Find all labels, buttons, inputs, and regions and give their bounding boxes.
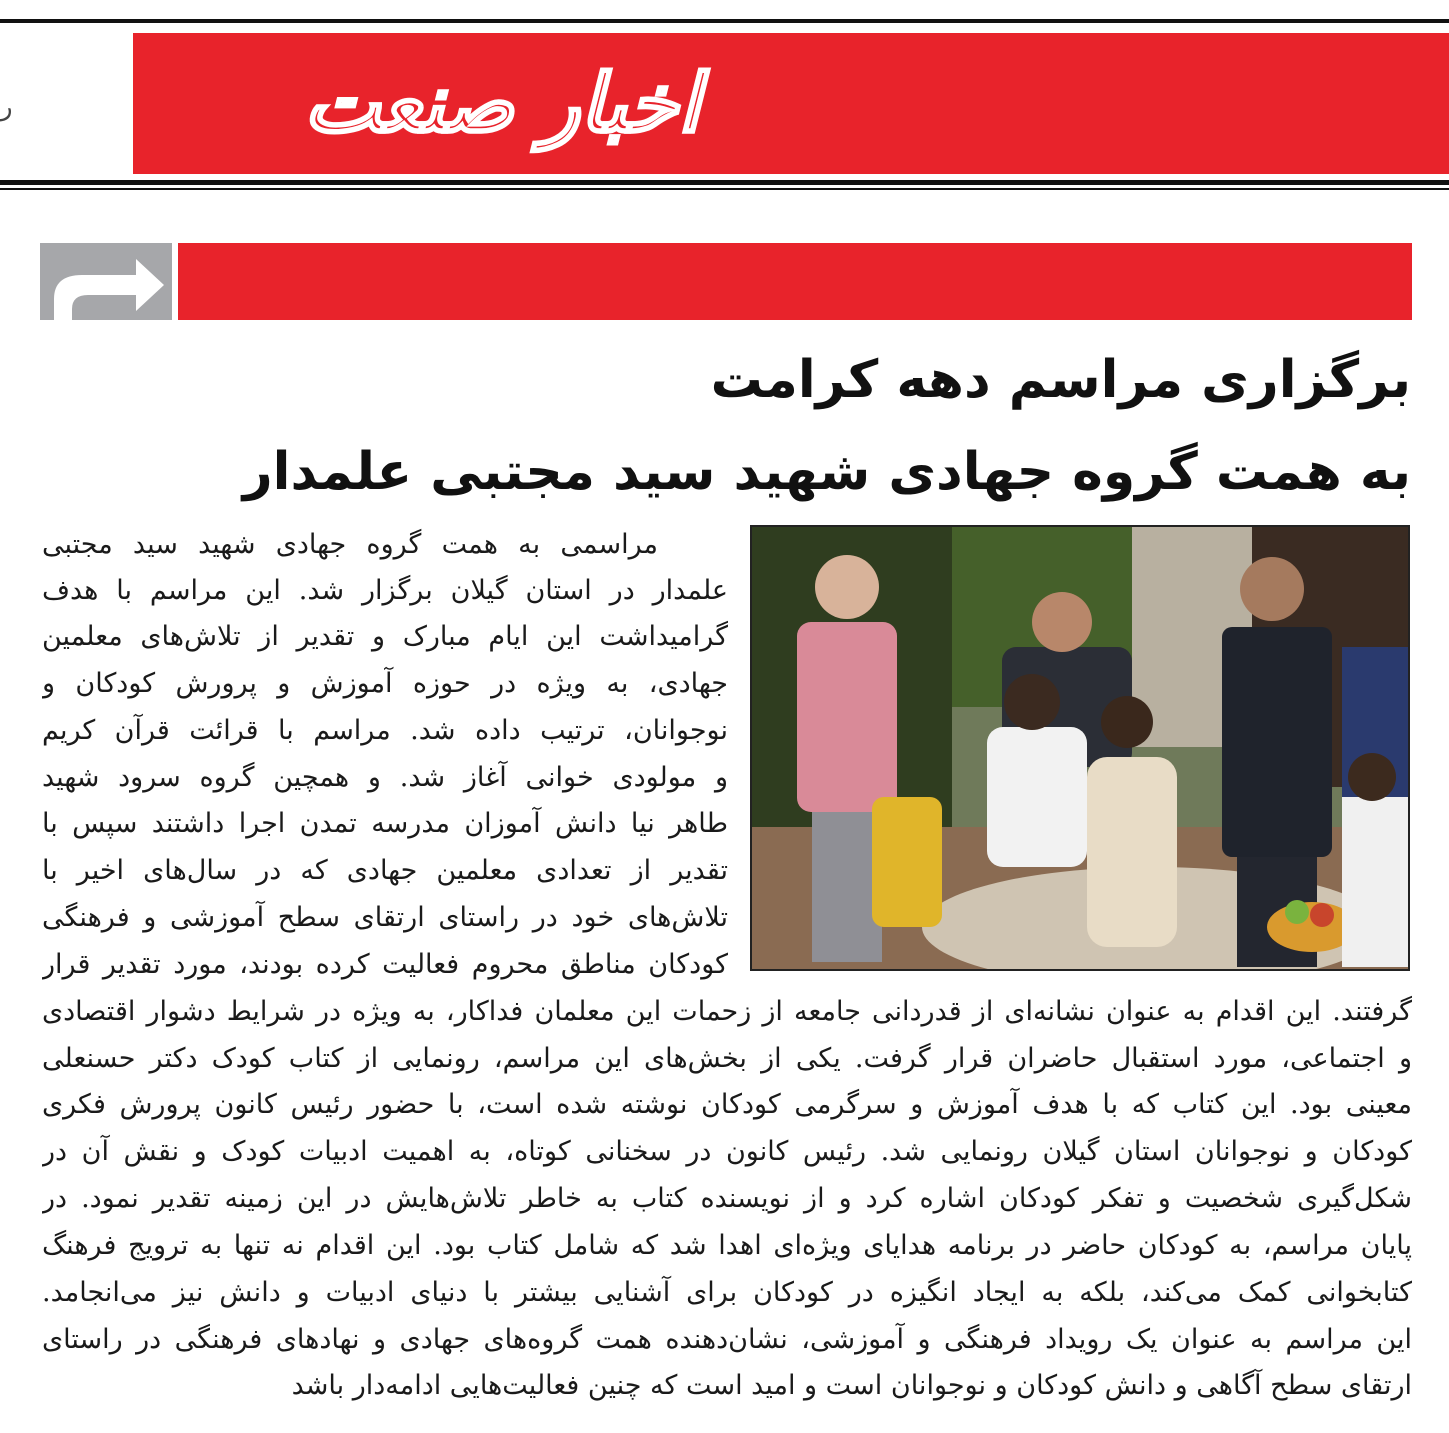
body-line: طاهر نیا دانش آموزان مدرسه تمدن اجرا داشتند سپس با <box>42 808 728 839</box>
body-line: کودکان مناطق محروم فعالیت کرده بودند، مورد تقدیر قرار <box>42 949 728 980</box>
body-line: کودکان و نوجوانان استان گیلان رونمایی شد. رئیس کانون در سخنانی کوتاه، به اهمیت ادبیات کودک و نقش آن در <box>42 1136 1412 1167</box>
body-line: معینی بود. این کتاب که با هدف آموزش و سرگرمی کودکان نوشته شده است، با حضور رئیس کانون پرورش فکری <box>42 1089 1412 1120</box>
body-line: نوجوانان، ترتیب داده شد. مراسم با قرائت قرآن کریم <box>42 715 728 746</box>
body-line: گرفتند. این اقدام به عنوان نشانه‌ای از قدردانی جامعه از زحمات این معلمان فداکار، به ویژه در شرایط دشوار اقتصادی <box>42 996 1412 1027</box>
body-line: پایان مراسم، به کودکان حاضر در برنامه هدایای ویژه‌ای اهدا شد که شامل کتاب بود. این اقدام نه تنها به ترویج فرهنگ <box>42 1230 1412 1261</box>
masthead-rule-thin <box>0 188 1449 190</box>
body-line: و مولودی خوانی آغاز شد. و همچین گروه سرود شهید <box>42 762 728 793</box>
body-line: این مراسم به عنوان یک رویداد فرهنگی و آموزشی، نشان‌دهنده همت گروه‌های جهادی و نهادهای فرهنگی در راستای <box>42 1324 1412 1355</box>
body-line: و اجتماعی، مورد استقبال حاضران قرار گرفت. یکی از بخش‌های این مراسم، رونمایی از کتاب کودک دکتر حسنعلی <box>42 1043 1412 1074</box>
publication-logo <box>140 48 700 160</box>
event-photo <box>750 525 1410 971</box>
top-rule <box>0 19 1449 23</box>
section-bar <box>178 243 1412 320</box>
body-line: شکل‌گیری شخصیت و تفکر کودکان اشاره کرد و از نویسنده کتاب به خاطر تلاش‌هایش در این زمینه تقدیر نمود. در <box>42 1183 1412 1214</box>
body-line: جهادی، به ویژه در حوزه آموزش و پرورش کودکان و <box>42 668 728 699</box>
body-line: علمدار در استان گیلان برگزار شد. این مراسم با هدف <box>42 575 728 606</box>
headline-line-1: برگزاری مراسم دهه کرامت <box>710 350 1411 410</box>
body-line: تلاش‌های خود در راستای ارتقای سطح آموزشی و فرهنگی <box>42 902 728 933</box>
logo-text: اخبار صنعت <box>304 57 700 150</box>
body-line: گرامیداشت این ایام مبارک و تقدیر از تلاش‌های معلمین <box>42 621 728 652</box>
curved-arrow-right-icon <box>40 243 172 320</box>
masthead-rule-thick <box>0 180 1449 185</box>
body-line: تقدیر از تعدادی معلمین جهادی که در سال‌های اخیر با <box>42 855 728 886</box>
event-photo-illustration <box>752 527 1408 969</box>
body-line: مراسمی به همت گروه جهادی شهید سید مجتبی <box>42 529 658 560</box>
body-line: کتابخوانی کمک می‌کند، بلکه به ایجاد انگیزه در کودکان برای آشنایی بیشتر با دنیای ادبیات و دانش نیز می‌انجامد. <box>42 1277 1412 1308</box>
headline-line-2: به همت گروه جهادی شهید سید مجتبی علمدار <box>242 442 1411 502</box>
adjacent-page-letter: ر <box>0 92 13 122</box>
section-arrow-box <box>40 243 172 320</box>
body-line-last: ارتقای سطح آگاهی و دانش کودکان و نوجوانان است و امید است که چنین فعالیت‌هایی ادامه‌دار باشد <box>291 1370 1412 1401</box>
